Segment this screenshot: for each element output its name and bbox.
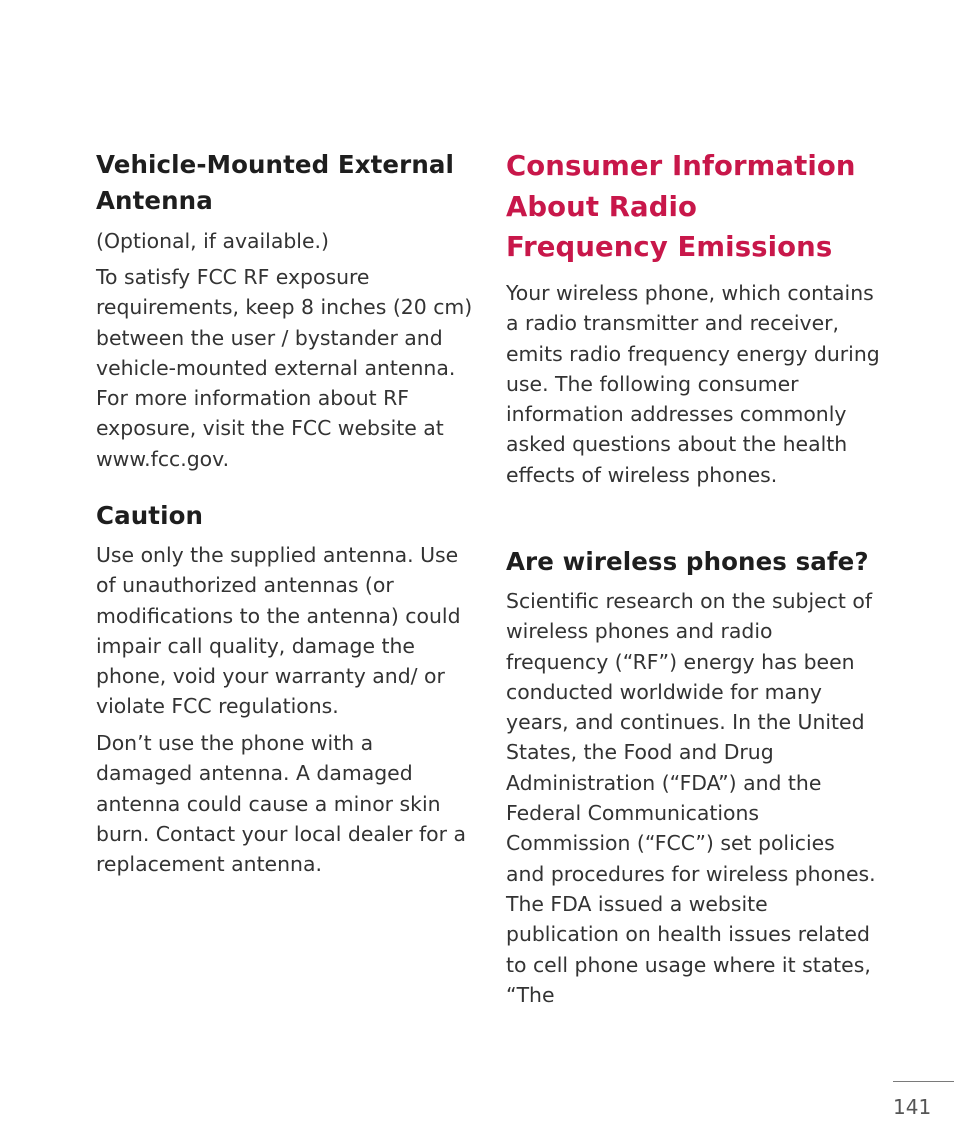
- vehicle-antenna-text: To satisfy FCC RF exposure requirements, keep 8 inches (20 cm) between the user / bystander and vehicle-mounted external antenna. For more information about RF exposure, visit the FCC website at www.fcc.gov.: [96, 265, 473, 471]
- caution-paragraph-1: Use only the supplied antenna. Use of unauthorized antennas (or modifications to the antenna) could impair call quality, damage the phone, void your warranty and/ or violate FCC regulations.: [96, 543, 461, 719]
- optional-note: (Optional, if available.): [96, 229, 329, 253]
- phones-safe-text: Scientific research on the subject of wireless phones and radio frequency (“RF”) energy has been conducted worldwide for many years, and continues. In the United States, the Food and Drug Administration (“FDA”) and the Federal Communications Commission (“FCC”) set policies and procedures for wireless phones. The FDA issued a website publication on health issues related to cell phone usage where it states, “The: [506, 589, 876, 1007]
- consumer-info-heading: Consumer Information About Radio Frequency Emissions: [506, 150, 856, 263]
- page-number: 141: [893, 1095, 932, 1119]
- phones-safe-heading: Are wireless phones safe?: [506, 547, 869, 576]
- caution-paragraph-2: Don’t use the phone with a damaged antenna. A damaged antenna could cause a minor skin burn. Contact your local dealer for a replacement antenna.: [96, 731, 466, 877]
- vehicle-antenna-heading: Vehicle-Mounted External Antenna: [96, 150, 454, 215]
- footer-divider: [893, 1081, 954, 1082]
- consumer-info-text: Your wireless phone, which contains a radio transmitter and receiver, emits radio frequency energy during use. The following consumer information addresses commonly asked questions about the health effects of wireless phones.: [506, 281, 880, 487]
- caution-heading: Caution: [96, 501, 204, 530]
